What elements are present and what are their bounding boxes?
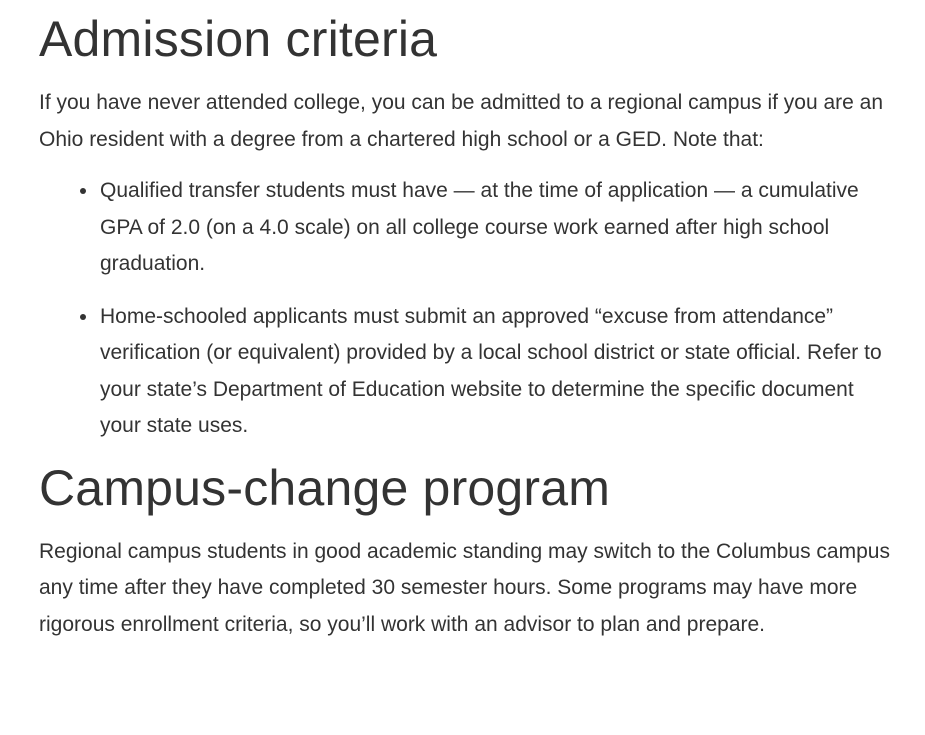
admission-criteria-heading: Admission criteria (39, 11, 438, 67)
admission-criteria-list (39, 173, 899, 445)
admission-criteria-intro: If you have never attended college, you can be admitted to a regional campus if you are an Ohio resident with a degree from a chartered high school or a GED. Note that: (39, 91, 884, 151)
list-item-text: Home-schooled applicants must submit an approved “excuse from attendance” verification (or equivalent) provided by a local school district or state official. Refer to your state’s Department of Education website to determine the specific document your state uses. (100, 304, 882, 437)
list-item (100, 299, 899, 445)
list-item (100, 173, 899, 283)
page-content (39, 0, 899, 643)
campus-change-body: Regional campus students in good academic standing may switch to the Columbus campus any time after they have completed 30 semester hours. Some programs may have more rigorous enrollment criteria, so you’ll work with an advisor to plan and prepare. (39, 539, 890, 636)
campus-change-heading: Campus-change program (39, 459, 611, 516)
list-item-text: Qualified transfer students must have — at the time of application — a cumulative GPA of 2.0 (on a 4.0 scale) on all college course work earned after high school graduation. (100, 179, 859, 275)
admission-criteria-section (39, 12, 899, 445)
campus-change-section (39, 461, 899, 644)
bullet-dot-icon (80, 188, 86, 194)
bullet-dot-icon (80, 314, 86, 320)
